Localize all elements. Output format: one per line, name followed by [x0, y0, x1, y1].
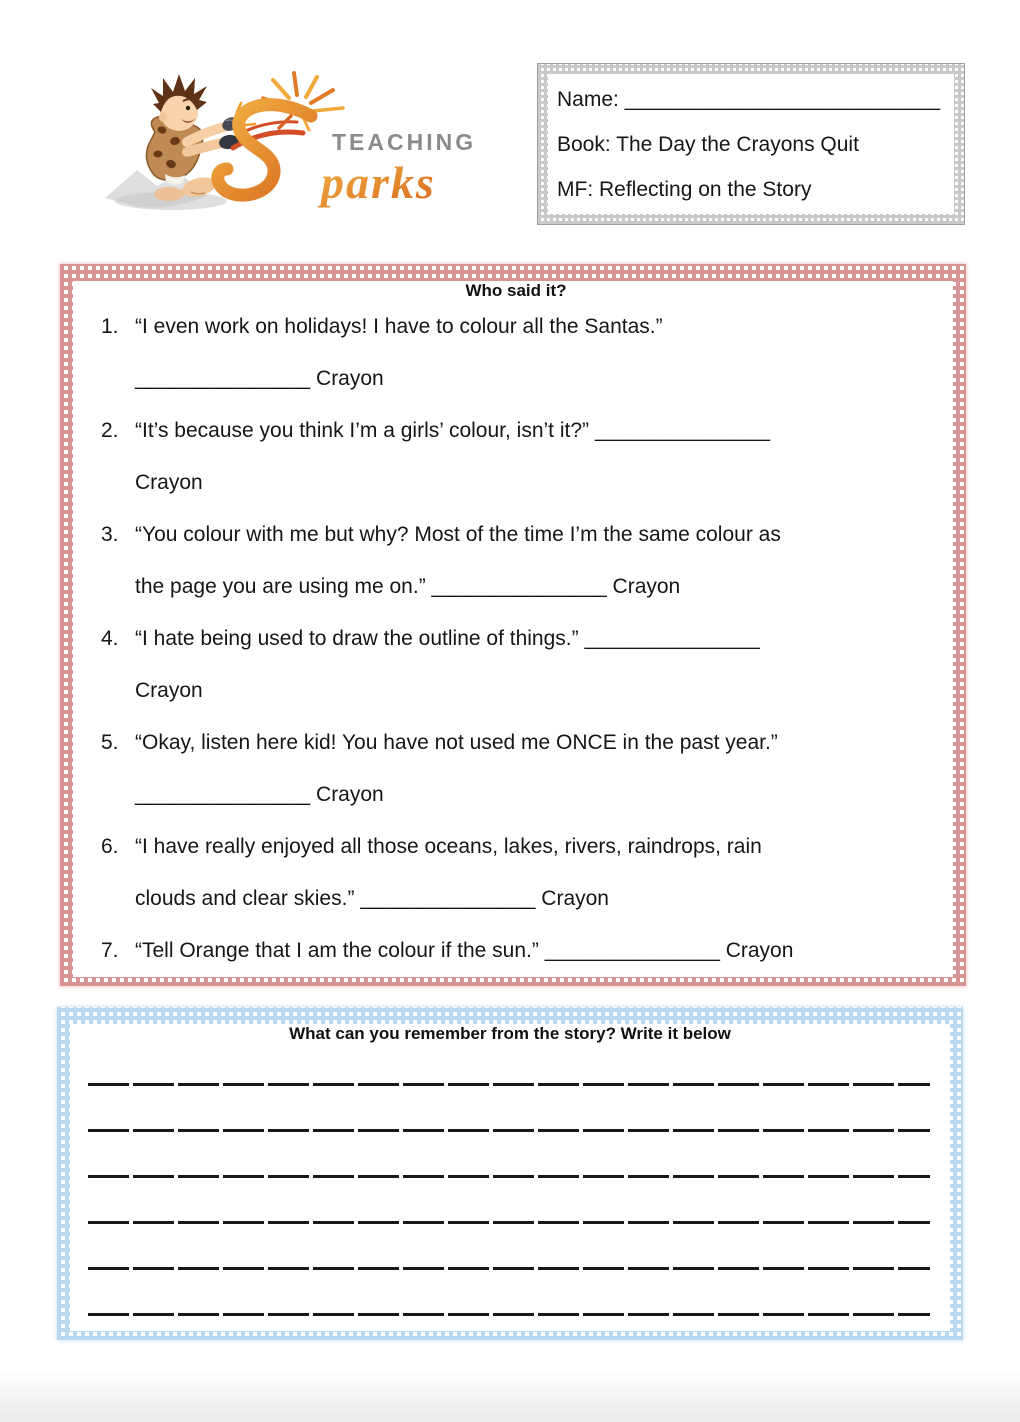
who-said-it-title: Who said it? [465, 281, 567, 300]
question-item-5 [101, 717, 931, 821]
brand-sparks-text: parks [321, 157, 436, 208]
question-item-1 [101, 301, 931, 405]
question-text [135, 509, 931, 613]
question-text-line: Crayon [135, 471, 203, 494]
caveman-spark-illustration [95, 70, 490, 228]
question-text-line: “You colour with me but why? Most of the time I’m the same colour as [135, 523, 781, 546]
writing-line-2 [88, 1086, 932, 1132]
name-line [557, 77, 946, 122]
question-text-line: “I hate being used to draw the outline of things.” _______________ [135, 627, 760, 650]
question-number: 6. [101, 835, 119, 858]
question-number: 3. [101, 523, 119, 546]
question-number: 2. [101, 419, 119, 442]
question-text-line: “I have really enjoyed all those oceans, lakes, rivers, raindrops, rain [135, 835, 762, 858]
question-item-6 [101, 821, 931, 925]
question-number: 5. [101, 731, 119, 754]
question-text [135, 821, 931, 925]
mf-line: MF: Reflecting on the Story [557, 178, 812, 201]
writing-line-3 [88, 1132, 932, 1178]
writing-line-5 [88, 1224, 932, 1270]
question-text-line: “I even work on holidays! I have to colour all the Santas.” [135, 315, 663, 338]
question-text-line: _______________ Crayon [135, 367, 384, 390]
writing-lines [88, 1040, 932, 1316]
question-item-3 [101, 509, 931, 613]
remember-title: What can you remember from the story? Write it below [289, 1024, 731, 1043]
brand-teaching-text: TEACHING [332, 129, 477, 155]
teaching-sparks-logo [95, 70, 490, 228]
question-text [135, 405, 931, 509]
name-blank: ___________________________ [624, 88, 941, 111]
writing-line-4 [88, 1178, 932, 1224]
question-number: 1. [101, 315, 119, 338]
name-label: Name: [557, 88, 619, 111]
questions-list [101, 301, 931, 977]
question-text [135, 301, 931, 405]
question-item-2 [101, 405, 931, 509]
question-text [135, 613, 931, 717]
writing-line-1 [88, 1040, 932, 1086]
question-number: 4. [101, 627, 119, 650]
question-text [135, 925, 931, 977]
question-text-line: “Okay, listen here kid! You have not used me ONCE in the past year.” [135, 731, 778, 754]
question-text-line: _______________ Crayon [135, 783, 384, 806]
question-text-line: “Tell Orange that I am the colour if the sun.” _______________ Crayon [135, 939, 794, 962]
remember-panel [57, 1007, 963, 1340]
book-line: Book: The Day the Crayons Quit [557, 133, 859, 156]
question-text-line: clouds and clear skies.” _______________ Crayon [135, 887, 609, 910]
writing-line-6 [88, 1270, 932, 1316]
question-item-7 [101, 925, 931, 977]
who-said-it-panel [60, 264, 966, 986]
question-text-line: Crayon [135, 679, 203, 702]
question-number: 7. [101, 939, 119, 962]
question-text-line: “It’s because you think I’m a girls’ colour, isn’t it?” _______________ [135, 419, 771, 442]
question-item-4 [101, 613, 931, 717]
student-info-box [537, 63, 965, 225]
question-text-line: the page you are using me on.” _______________ Crayon [135, 575, 681, 598]
question-text [135, 717, 931, 821]
